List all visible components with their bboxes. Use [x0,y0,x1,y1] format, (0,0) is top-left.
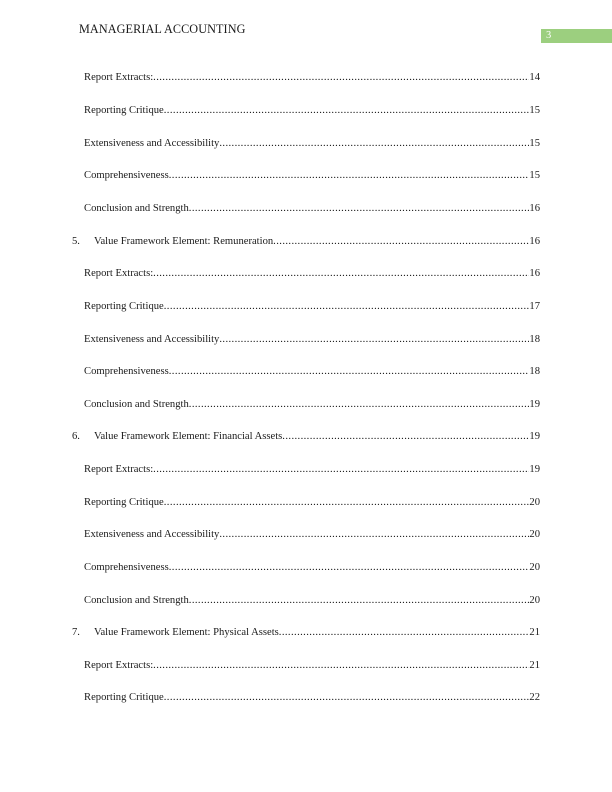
toc-entry-page: 19 [529,399,540,410]
toc-entry-title: Extensiveness and Accessibility [84,529,220,540]
toc-section-number: 7. [72,627,80,638]
toc-entry[interactable] [84,267,540,281]
toc-entry-page: 19 [529,464,540,475]
dot-leader [189,202,530,216]
toc-entry-page: 16 [529,203,540,214]
toc-entry-page: 15 [529,105,540,116]
dot-leader [279,626,530,640]
toc-entry-title: Reporting Critique [84,497,164,508]
toc-entry-page: 17 [529,301,540,312]
dot-leader [153,659,529,673]
toc-entry[interactable] [84,104,540,118]
toc-entry[interactable] [84,594,540,608]
dot-leader [273,235,529,249]
toc-entry-title: Reporting Critique [84,692,164,703]
toc-entry-page: 20 [529,529,540,540]
dot-leader [282,430,529,444]
toc-entry-page: 15 [529,138,540,149]
toc-entry[interactable] [84,398,540,412]
page-number-badge [541,29,612,43]
toc-section-number: 5. [72,236,80,247]
toc-entry[interactable] [84,169,540,183]
dot-leader [169,169,530,183]
dot-leader [153,71,529,85]
toc-entry[interactable] [84,528,540,542]
toc-entry-title: Comprehensiveness [84,562,169,573]
toc-entry-title: Value Framework Element: Remuneration [94,236,274,247]
toc-entry-page: 18 [529,366,540,377]
toc-entry-page: 19 [529,431,540,442]
toc-entry-title: Value Framework Element: Financial Assets [94,431,283,442]
dot-leader [164,691,530,705]
toc-section-number: 6. [72,431,80,442]
toc-entry[interactable] [84,333,540,347]
dot-leader [169,561,530,575]
dot-leader [164,300,530,314]
page-number: 3 [546,30,552,41]
toc-entry-page: 14 [529,72,540,83]
toc-entry-page: 22 [529,692,540,703]
toc-entry-title: Extensiveness and Accessibility [84,138,220,149]
toc-entry[interactable] [84,300,540,314]
toc-section-entry[interactable] [72,626,540,640]
toc-entry-page: 18 [529,334,540,345]
toc-entry-page: 15 [529,170,540,181]
toc-entry-page: 20 [529,595,540,606]
toc-entry-title: Conclusion and Strength [84,595,189,606]
toc-entry-title: Reporting Critique [84,301,164,312]
toc-entry[interactable] [84,659,540,673]
toc-section-entry[interactable] [72,430,540,444]
toc-entry[interactable] [84,365,540,379]
toc-entry-title: Value Framework Element: Physical Assets [94,627,279,638]
running-header-title: MANAGERIAL ACCOUNTING [79,22,246,36]
dot-leader [153,267,529,281]
dot-leader [219,137,529,151]
dot-leader [169,365,530,379]
toc-entry[interactable] [84,137,540,151]
dot-leader [219,528,529,542]
dot-leader [153,463,529,477]
toc-entry-title: Comprehensiveness [84,170,169,181]
toc-entry-title: Report Extracts: [84,268,154,279]
toc-entry[interactable] [84,561,540,575]
toc-entry-page: 16 [529,268,540,279]
toc-entry-title: Conclusion and Strength [84,203,189,214]
toc-entry-title: Comprehensiveness [84,366,169,377]
toc-entry-title: Conclusion and Strength [84,399,189,410]
dot-leader [189,594,530,608]
toc-section-entry[interactable] [72,235,540,249]
toc-entry-page: 20 [529,562,540,573]
toc-entry-title: Report Extracts: [84,660,154,671]
dot-leader [164,496,530,510]
toc-entry-title: Report Extracts: [84,464,154,475]
toc-entry[interactable] [84,496,540,510]
toc-entry-page: 21 [529,660,540,671]
toc-entry-title: Reporting Critique [84,105,164,116]
toc-entry[interactable] [84,463,540,477]
toc-entry[interactable] [84,71,540,85]
dot-leader [189,398,530,412]
toc-entry-title: Extensiveness and Accessibility [84,334,220,345]
dot-leader [219,333,529,347]
toc-entry[interactable] [84,202,540,216]
dot-leader [164,104,530,118]
toc-entry-page: 20 [529,497,540,508]
toc-entry[interactable] [84,691,540,705]
toc-entry-title: Report Extracts: [84,72,154,83]
toc-entry-page: 16 [529,236,540,247]
toc-entry-page: 21 [529,627,540,638]
